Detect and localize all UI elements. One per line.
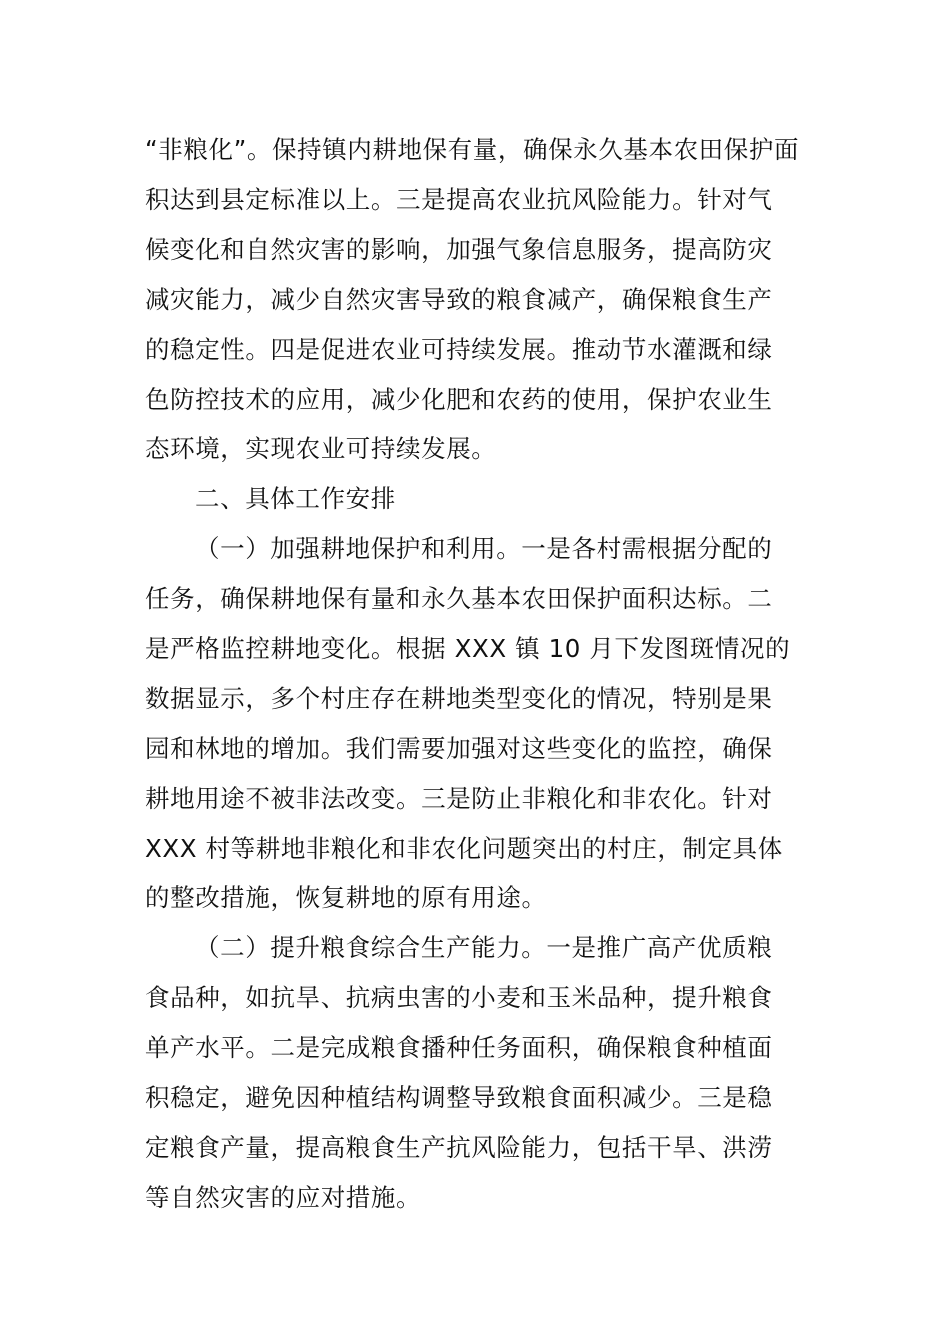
text-line: 减灾能力，减少自然灾害导致的粮食减产，确保粮食生产 [145, 285, 773, 314]
text-line: 单产水平。二是完成粮食播种任务面积，确保粮食种植面 [145, 1033, 773, 1062]
text-line: 色防控技术的应用，减少化肥和农药的使用，保护农业生 [145, 385, 773, 414]
text-line: （二）提升粮食综合生产能力。一是推广高产优质粮 [195, 933, 773, 962]
text-line: 等自然灾害的应对措施。 [145, 1183, 422, 1212]
section-heading: 二、具体工作安排 [195, 484, 396, 513]
text-line: 候变化和自然灾害的影响，加强气象信息服务，提高防灾 [145, 235, 773, 264]
text-line: 积达到县定标准以上。三是提高农业抗风险能力。针对气 [145, 185, 773, 214]
text-line: 耕地用途不被非法改变。三是防止非粮化和非农化。针对 [145, 784, 773, 813]
text-line: 食品种，如抗旱、抗病虫害的小麦和玉米品种，提升粮食 [145, 983, 773, 1012]
text-line: 定粮食产量，提高粮食生产抗风险能力，包括干旱、洪涝 [145, 1133, 773, 1162]
text-line: （一）加强耕地保护和利用。一是各村需根据分配的 [195, 534, 773, 563]
text-line: 态环境，实现农业可持续发展。 [145, 434, 497, 463]
text-line: 数据显示，多个村庄存在耕地类型变化的情况，特别是果 [145, 684, 773, 713]
text-line: XXX 村等耕地非粮化和非农化问题突出的村庄，制定具体 [145, 834, 783, 863]
text-line: 的整改措施，恢复耕地的原有用途。 [145, 883, 547, 912]
text-line: 任务，确保耕地保有量和永久基本农田保护面积达标。二 [145, 584, 773, 613]
text-line: “非粮化”。保持镇内耕地保有量，确保永久基本农田保护面 [145, 135, 800, 164]
text-line: 园和林地的增加。我们需要加强对这些变化的监控，确保 [145, 734, 773, 763]
text-line: 的稳定性。四是促进农业可持续发展。推动节水灌溉和绿 [145, 335, 773, 364]
text-line: 是严格监控耕地变化。根据 XXX 镇 10 月下发图斑情况的 [145, 634, 791, 663]
text-line: 积稳定，避免因种植结构调整导致粮食面积减少。三是稳 [145, 1083, 773, 1112]
